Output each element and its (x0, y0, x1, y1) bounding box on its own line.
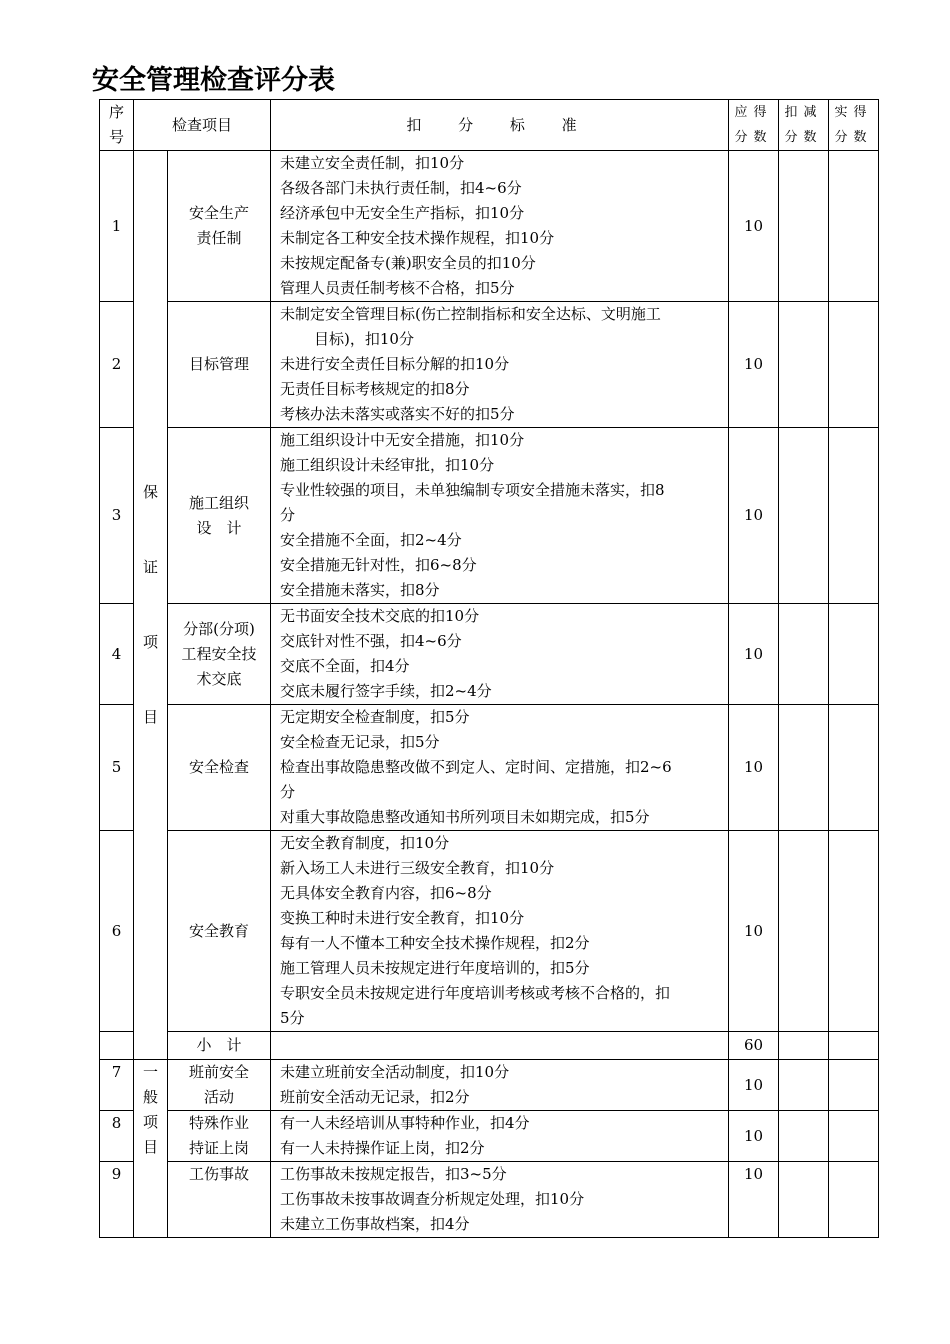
row-number-empty (100, 1032, 134, 1060)
table-row (100, 1060, 879, 1111)
criteria-line: 每有一人不懂本工种安全技术操作规程，扣2分 (280, 934, 590, 952)
criteria-line: 施工组织设计中无安全措施，扣10分 (280, 431, 525, 449)
row-number: 7 (100, 1060, 134, 1111)
header-actual-score: 实得 分数 (829, 100, 879, 151)
actual-score-cell[interactable] (829, 1111, 879, 1162)
score-table (99, 99, 879, 1238)
criteria-line: 工伤事故未按规定报告，扣3~5分 (280, 1165, 507, 1183)
criteria-line: 分 (280, 783, 296, 801)
check-item (168, 428, 271, 604)
criteria-line: 未建立班前安全活动制度，扣10分 (280, 1063, 510, 1081)
criteria-line: 无书面安全技术交底的扣10分 (280, 607, 480, 625)
deduct-score-cell[interactable] (779, 604, 829, 705)
check-item-line: 分部(分项) (183, 619, 255, 638)
check-item-line: 设 计 (196, 518, 242, 537)
criteria-line: 分 (280, 506, 296, 524)
criteria-line: 管理人员责任制考核不合格，扣5分 (280, 279, 515, 297)
deduct-score-cell[interactable] (779, 1032, 829, 1060)
row-number: 9 (100, 1162, 134, 1238)
should-score: 10 (729, 302, 779, 428)
group-char: 项 (142, 1113, 158, 1131)
criteria-line: 专业性较强的项目，未单独编制专项安全措施未落实，扣8 (280, 481, 665, 499)
criteria-line: 无责任目标考核规定的扣8分 (280, 380, 470, 398)
check-item-line: 责任制 (196, 229, 242, 247)
table-row (100, 1111, 879, 1162)
deduction-criteria (271, 428, 729, 604)
check-item (168, 831, 271, 1032)
actual-score-cell[interactable] (829, 1162, 879, 1238)
header-deduct-score: 扣减 分数 (779, 100, 829, 151)
header-seq: 序 号 (100, 100, 134, 151)
check-item-line: 工程安全技 (181, 644, 257, 663)
check-item-line: 目标管理 (189, 355, 250, 373)
deduction-criteria (271, 1162, 729, 1238)
criteria-line: 未制定安全管理目标(伤亡控制指标和安全达标、文明施工 (280, 305, 661, 323)
should-score: 10 (729, 831, 779, 1032)
group-label-guarantee (134, 151, 168, 1060)
check-item (168, 1060, 271, 1111)
row-number: 3 (100, 428, 134, 604)
deduction-criteria (271, 302, 729, 428)
actual-score-cell[interactable] (829, 831, 879, 1032)
group-label-general (134, 1060, 168, 1238)
check-item-line: 施工组织 (189, 493, 250, 512)
check-item (168, 604, 271, 705)
header-should-score: 应得 分数 (729, 100, 779, 151)
criteria-line: 有一人未持操作证上岗，扣2分 (280, 1139, 485, 1157)
group-char: 般 (142, 1088, 158, 1106)
check-item-line: 特殊作业 (189, 1114, 250, 1132)
check-item-line: 安全教育 (189, 921, 250, 940)
criteria-line: 未按规定配备专(兼)职安全员的扣10分 (280, 254, 536, 272)
row-number: 4 (100, 604, 134, 705)
criteria-line: 考核办法未落实或落实不好的扣5分 (280, 405, 515, 423)
criteria-line: 无具体安全教育内容，扣6~8分 (280, 884, 492, 902)
criteria-line: 安全措施未落实，扣8分 (280, 581, 440, 599)
should-score: 10 (729, 428, 779, 604)
should-score: 10 (729, 1111, 779, 1162)
criteria-line: 未进行安全责任目标分解的扣10分 (280, 355, 510, 373)
actual-score-cell[interactable] (829, 1060, 879, 1111)
subtotal-row (100, 1032, 879, 1060)
check-item-line: 工伤事故 (189, 1165, 250, 1183)
table-row (100, 831, 879, 1032)
deduction-criteria (271, 1111, 729, 1162)
check-item-line: 安全生产 (189, 204, 250, 222)
criteria-line: 未建立安全责任制，扣10分 (280, 154, 465, 172)
criteria-line: 工伤事故未按事故调查分析规定处理，扣10分 (280, 1190, 585, 1208)
table-row (100, 151, 879, 302)
header-item: 检查项目 (134, 100, 271, 151)
deduct-score-cell[interactable] (779, 428, 829, 604)
criteria-line: 施工管理人员未按规定进行年度培训的，扣5分 (280, 959, 590, 977)
criteria-line: 对重大事故隐患整改通知书所列项目未如期完成，扣5分 (280, 808, 650, 826)
row-number: 5 (100, 705, 134, 831)
actual-score-cell[interactable] (829, 302, 879, 428)
check-item-line: 班前安全 (189, 1063, 250, 1081)
criteria-line: 安全检查无记录，扣5分 (280, 733, 440, 751)
row-number: 1 (100, 151, 134, 302)
criteria-line: 新入场工人未进行三级安全教育，扣10分 (280, 859, 555, 877)
page-title: 安全管理检查评分表 (92, 65, 335, 96)
guarantee-section (100, 151, 879, 1060)
criteria-line: 交底不全面，扣4分 (280, 657, 410, 675)
deduct-score-cell[interactable] (779, 1111, 829, 1162)
check-item-line: 活动 (204, 1088, 235, 1106)
check-item (168, 705, 271, 831)
header-criteria: 扣 分 标 准 (271, 100, 729, 151)
criteria-line: 安全措施不全面，扣2~4分 (280, 531, 462, 549)
criteria-line: 班前安全活动无记录，扣2分 (280, 1088, 470, 1106)
criteria-line: 无定期安全检查制度，扣5分 (280, 708, 470, 726)
criteria-line: 目标)，扣10分 (314, 330, 414, 348)
group-char: 保 (142, 483, 158, 501)
deduct-score-cell[interactable] (779, 831, 829, 1032)
deduction-criteria (271, 151, 729, 302)
check-item (168, 1111, 271, 1162)
group-char: 目 (142, 1138, 158, 1156)
check-item-line: 安全检查 (189, 758, 250, 776)
criteria-line: 经济承包中无安全生产指标，扣10分 (280, 204, 525, 222)
table-row (100, 428, 879, 604)
criteria-line: 检查出事故隐患整改做不到定人、定时间、定措施，扣2~6 (280, 758, 672, 776)
criteria-line: 未制定各工种安全技术操作规程，扣10分 (280, 229, 555, 247)
table-row (100, 604, 879, 705)
check-item (168, 302, 271, 428)
row-number: 8 (100, 1111, 134, 1162)
criteria-line: 5分 (280, 1009, 305, 1027)
criteria-line: 各级各部门未执行责任制，扣4~6分 (280, 179, 522, 197)
should-score: 10 (729, 1162, 779, 1238)
check-item (168, 1162, 271, 1238)
criteria-line: 施工组织设计未经审批，扣10分 (280, 456, 495, 474)
table-row (100, 705, 879, 831)
deduct-score-cell[interactable] (779, 705, 829, 831)
deduct-score-cell[interactable] (779, 151, 829, 302)
actual-score-cell[interactable] (829, 1032, 879, 1060)
group-char: 证 (142, 558, 158, 576)
deduction-criteria (271, 1060, 729, 1111)
criteria-line: 交底未履行签字手续，扣2~4分 (280, 682, 492, 700)
should-score: 10 (729, 151, 779, 302)
actual-score-cell[interactable] (829, 604, 879, 705)
actual-score-cell[interactable] (829, 151, 879, 302)
criteria-line: 专职安全员未按规定进行年度培训考核或考核不合格的，扣 (280, 984, 671, 1002)
actual-score-cell[interactable] (829, 428, 879, 604)
group-char: 目 (142, 708, 158, 726)
should-score: 10 (729, 705, 779, 831)
deduction-criteria (271, 705, 729, 831)
row-number: 2 (100, 302, 134, 428)
deduction-criteria (271, 831, 729, 1032)
criteria-line: 未建立工伤事故档案，扣4分 (280, 1215, 470, 1233)
table-row (100, 302, 879, 428)
group-char: 一 (142, 1063, 158, 1081)
criteria-line: 有一人未经培训从事特种作业，扣4分 (280, 1114, 530, 1132)
deduction-criteria (271, 604, 729, 705)
general-section (100, 1060, 879, 1238)
header-row (100, 100, 879, 151)
deduct-score-cell[interactable] (779, 302, 829, 428)
criteria-line: 无安全教育制度，扣10分 (280, 834, 450, 852)
subtotal-criteria-empty (271, 1032, 729, 1060)
check-item (168, 151, 271, 302)
row-number: 6 (100, 831, 134, 1032)
deduct-score-cell[interactable] (779, 1162, 829, 1238)
should-score: 10 (729, 1060, 779, 1111)
should-score: 10 (729, 604, 779, 705)
criteria-line: 变换工种时未进行安全教育，扣10分 (280, 909, 525, 927)
check-item-line: 持证上岗 (189, 1139, 250, 1157)
deduct-score-cell[interactable] (779, 1060, 829, 1111)
criteria-line: 安全措施无针对性，扣6~8分 (280, 556, 477, 574)
group-char: 项 (142, 633, 158, 651)
subtotal-score: 60 (729, 1032, 779, 1060)
table-row (100, 1162, 879, 1238)
check-item-line: 术交底 (196, 669, 242, 688)
subtotal-label: 小 计 (168, 1032, 271, 1060)
actual-score-cell[interactable] (829, 705, 879, 831)
criteria-line: 交底针对性不强，扣4~6分 (280, 632, 462, 650)
